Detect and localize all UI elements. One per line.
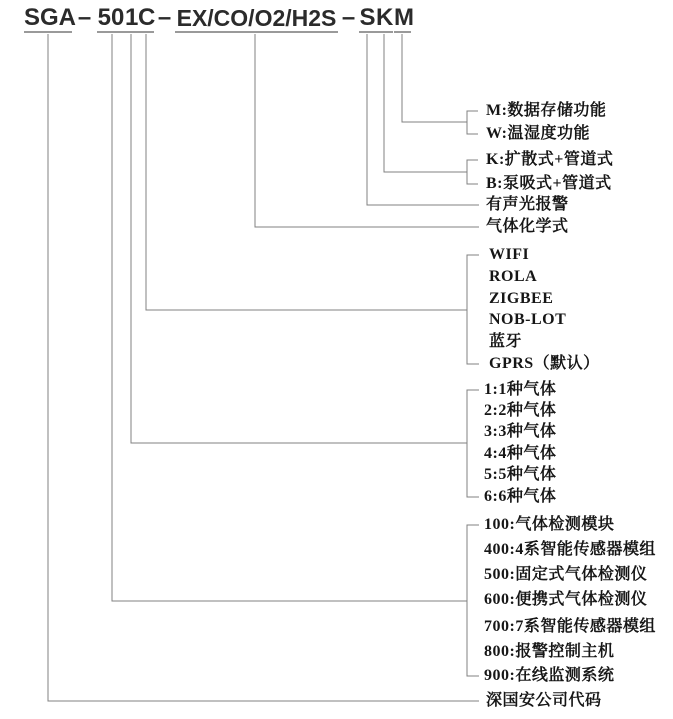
series-option-700: 700:7系智能传感器模组 — [484, 618, 656, 635]
comm-option-gprs: GPRS（默认） — [489, 355, 600, 372]
storage-option-w: W:温湿度功能 — [486, 125, 590, 142]
series-option-900: 900:在线监测系统 — [484, 667, 615, 684]
series-option-800: 800:报警控制主机 — [484, 643, 615, 660]
code-segment-formula: EX/CO/O2/H2S — [176, 5, 337, 31]
line-series-bracket — [112, 34, 479, 676]
code-segment-comm: C — [138, 4, 156, 31]
company-label: 深国安公司代码 — [486, 692, 602, 709]
series-option-600: 600:便携式气体检测仪 — [484, 591, 648, 608]
series-option-500: 500:固定式气体检测仪 — [484, 566, 648, 583]
series-option-100: 100:气体检测模块 — [484, 516, 615, 533]
code-dash-1: – — [77, 4, 92, 31]
code-segment-alarm: S — [359, 4, 376, 31]
gas-count-option-2: 2:2种气体 — [484, 402, 557, 419]
gas-count-option-1: 1:1种气体 — [484, 381, 557, 398]
code-segment-gas-count: 1 — [125, 4, 139, 31]
storage-option-m: M:数据存储功能 — [486, 102, 607, 119]
comm-option-wifi: WIFI — [489, 246, 530, 263]
line-sampling-bracket — [384, 34, 478, 184]
alarm-label: 有声光报警 — [486, 196, 569, 213]
line-gas-count-bracket — [131, 34, 479, 497]
gas-count-option-3: 3:3种气体 — [484, 423, 557, 440]
comm-option-zigbee: ZIGBEE — [489, 290, 554, 307]
formula-label: 气体化学式 — [486, 218, 569, 235]
sampling-option-k: K:扩散式+管道式 — [486, 151, 614, 168]
code-segment-company: SGA — [24, 4, 77, 31]
code-segment-storage: M — [394, 4, 414, 31]
gas-count-option-4: 4:4种气体 — [484, 445, 557, 462]
code-segment-series: 50 — [97, 4, 125, 31]
line-comm-bracket — [146, 34, 479, 364]
gas-count-option-5: 5:5种气体 — [484, 466, 557, 483]
gas-count-option-6: 6:6种气体 — [484, 488, 557, 505]
code-dash-2: – — [157, 4, 172, 31]
code-segment-sampling: K — [376, 4, 394, 31]
code-dash-3: – — [341, 4, 356, 31]
comm-option-noblot: NOB-LOT — [489, 311, 567, 328]
comm-option-bluetooth: 蓝牙 — [489, 333, 523, 350]
sampling-option-b: B:泵吸式+管道式 — [486, 175, 612, 192]
line-storage-bracket — [402, 34, 478, 134]
series-option-400: 400:4系智能传感器模组 — [484, 541, 656, 558]
comm-option-rola: ROLA — [489, 268, 538, 285]
